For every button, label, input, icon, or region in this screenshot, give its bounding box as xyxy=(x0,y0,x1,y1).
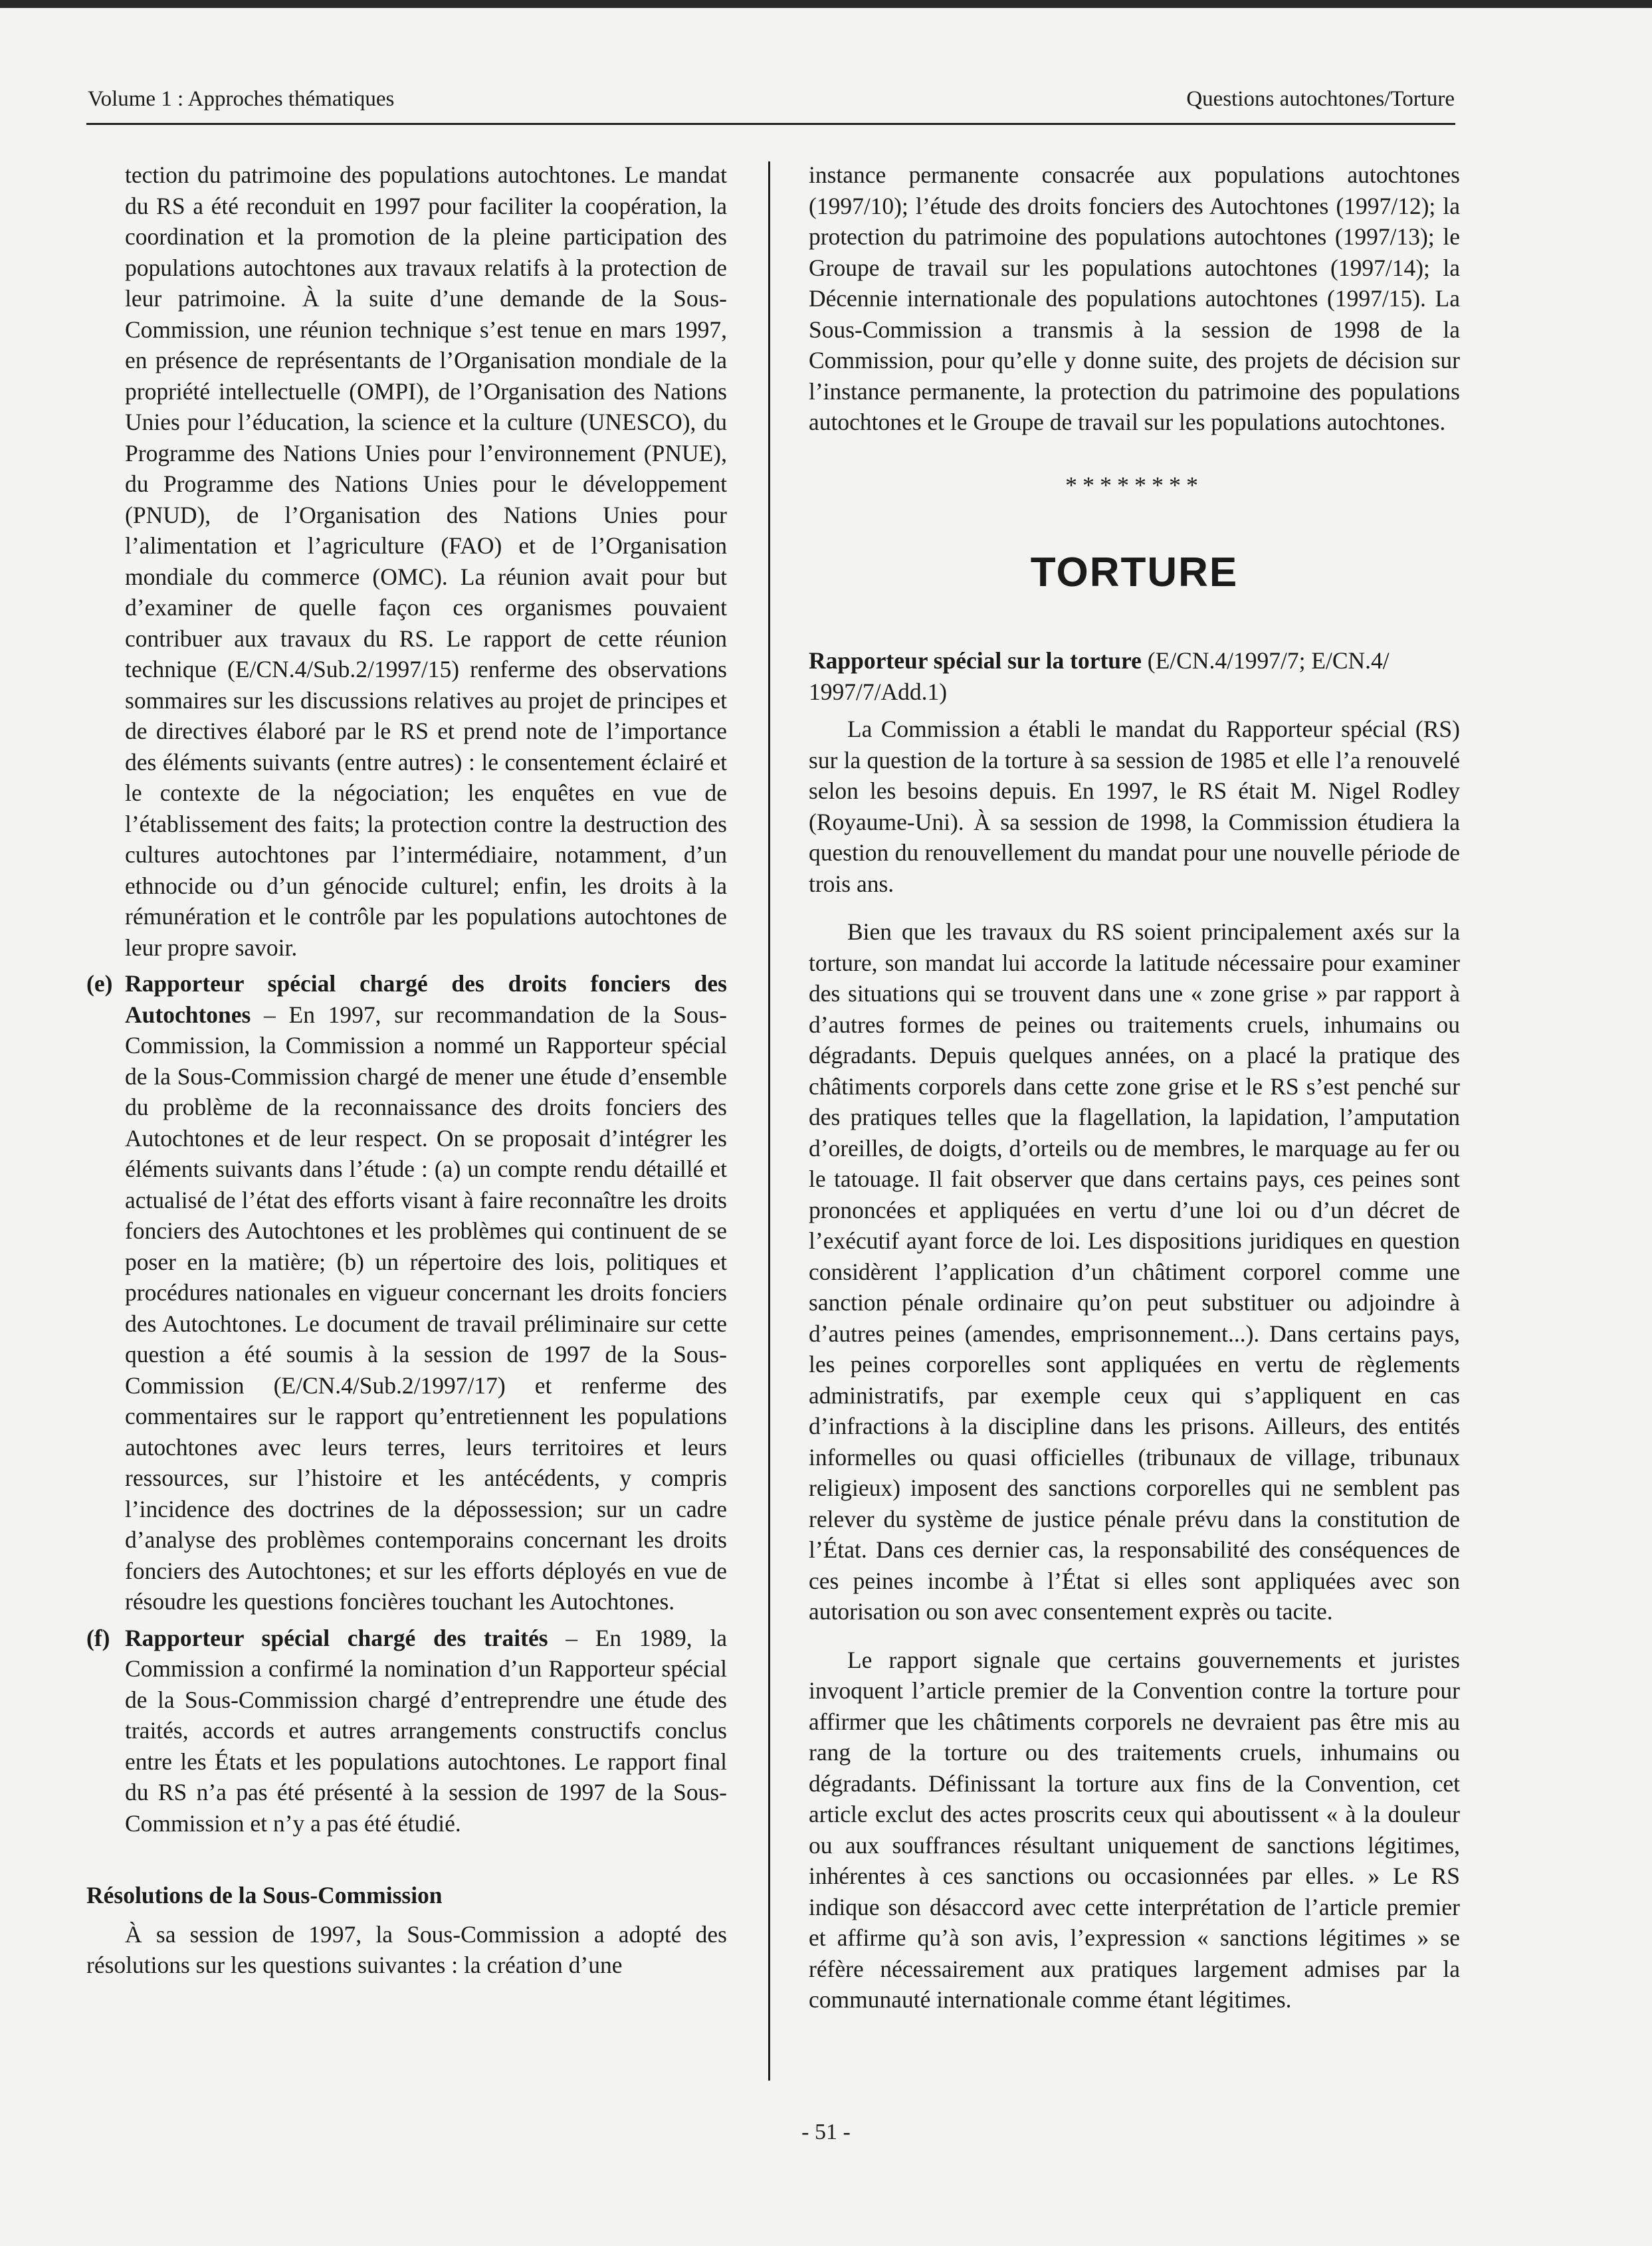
list-item-text: – En 1997, sur recommandation de la Sous-Commission, la Commission a nommé un Rapporteur spécial de la Sous-Commission chargé de mener une étude d’ensemble du problème de la reconnaissance des droits fonciers des Autochtones et de leur respect. On se proposait d’intégrer les éléments suivants dans l’étude : (a) un compte rendu détaillé et actualisé de l’état des efforts visant à faire reconnaître les droits fonciers des Autochtones et les problèmes qui continuent de se poser en la matière; (b) un répertoire des lois, politiques et procédures nationales en vigueur concernant les droits fonciers des Autochtones. Le document de travail préliminaire sur cette question a été soumis à la session de 1997 de la Sous-Commission (E/CN.4/Sub.2/1997/17) et renferme des commentaires sur le rapport qu’entretiennent les populations autochtones avec leurs terres, leurs territoires et leurs ressources, sur l’histoire et les antécédents, y compris l’incidence des doctrines de la dépossession; sur un cadre d’analyse des problèmes contemporains concernant les droits fonciers des Autochtones; et sur les efforts déployés en vue de résoudre les questions foncières touchant les Autochtones. xyxy=(125,1001,727,1615)
section-separator: ******** xyxy=(1065,471,1203,498)
list-item-f xyxy=(86,1623,727,1839)
torture-paragraph-1: La Commission a établi le mandat du Rapporteur spécial (RS) sur la question de la torture à sa session de 1985 et elle l’a renouvelé selon les besoins depuis. En 1997, le RS était M. Nigel Rodley (Royaume-Uni). À sa session de 1998, la Commission étudiera la question du renouvellement du mandat pour une nouvelle période de trois ans. xyxy=(809,716,1460,897)
list-item-letter: (e) xyxy=(86,970,113,997)
list-item-text: – En 1989, la Commission a confirmé la nomination d’un Rapporteur spécial de la Sous-Commission chargé d’entreprendre une étude des traités, accords et autres arrangements constructifs conclus entre les États et les populations autochtones. Le rapport final du RS n’a pas été présenté à la session de 1997 de la Sous-Commission et n’y a pas été étudié. xyxy=(125,1624,727,1837)
rapporteur-references: (E/CN.4/1997/7; E/CN.4/ 1997/7/Add.1) xyxy=(809,647,1390,705)
torture-paragraph-2: Bien que les travaux du RS soient principalement axés sur la torture, son mandat lui accorde la latitude nécessaire pour examiner des situations qui se trouvent dans une « zone grise » par rapport à d’autres formes de peines ou traitements cruels, inhumains ou dégradants. Depuis quelques années, on a placé la pratique des châtiments corporels dans cette zone grise et le RS s’est penché sur des pratiques telles que la flagellation, la lapidation, l’amputation d’oreilles, de doigts, d’orteils ou de membres, le marquage au fer ou le tatouage. Il fait observer que dans certains pays, ces peines sont prononcées et appliquées en vertu d’une loi ou d’un décret de l’exécutif ayant force de loi. Les dispositions juridiques en question considèrent l’application d’un châtiment corporel comme une sanction pénale ordinaire qu’on peut substituer ou adjoindre à d’autres peines (amendes, emprisonnement...). Dans certains pays, les peines corporelles sont appliquées en vertu de règlements administratifs, par exemple ceux qui s’appliquent en cas d’infractions à la discipline dans les prisons. Ailleurs, des entités informelles ou quasi officielles (tribunaux de village, tribunaux religieux) imposent des sanctions corporelles qui ne semblent pas relever du système de justice pénale prévu dans la constitution de l’État. Dans ces dernier cas, la responsabilité des conséquences de ces peines incombe à l’État si elles sont appliquées avec son autorisation ou son avec consentement exprès ou tacite. xyxy=(809,918,1460,1625)
rapporteur-title: Rapporteur spécial sur la torture xyxy=(809,647,1142,674)
header-rule xyxy=(86,123,1455,125)
list-item-e xyxy=(86,968,727,1617)
scan-top-edge xyxy=(0,0,1652,8)
resolutions-paragraph: À sa session de 1997, la Sous-Commission a adopté des résolutions sur les questions suivantes : la création d’une xyxy=(86,1920,727,1978)
running-header-section: Questions autochtones/Torture xyxy=(1186,87,1455,111)
section-title: TORTURE xyxy=(1030,550,1239,595)
page-number: - 51 - xyxy=(801,2120,851,2144)
rapporteur-heading xyxy=(809,645,1460,707)
right-column xyxy=(809,159,1460,2015)
column-divider xyxy=(768,161,770,2081)
intro-paragraph: tection du patrimoine des populations autochtones. Le mandat du RS a été reconduit en 1997 pour faciliter la coopération, la coordination et la promotion de la pleine participation des populations autochtones aux travaux relatifs à la protection de leur patrimoine. À la suite d’une demande de la Sous-Commission, une réunion technique s’est tenue en mars 1997, en présence de représentants de l’Organisation mondiale de la propriété intellectuelle (OMPI), de l’Organisation des Nations Unies pour l’éducation, la science et la culture (UNESCO), du Programme des Nations Unies pour l’environnement (PNUE), du Programme des Nations Unies pour le développement (PNUD), de l’Organisation des Nations Unies pour l’alimentation et l’agriculture (FAO) et de l’Organisation mondiale du commerce (OMC). La réunion avait pour but d’examiner de quelle façon ces organismes pouvaient contribuer aux travaux du RS. Le rapport de cette réunion technique (E/CN.4/Sub.2/1997/15) renferme des observations sommaires sur les discussions relatives au projet de principes et de directives élaboré par le RS et prend note de l’importance des éléments suivants (entre autres) : le consentement éclairé et le contexte de la négociation; les enquêtes en vue de l’établissement des faits; la protection contre la destruction des cultures autochtones par l’intermédiaire, notamment, d’un ethnocide ou d’un génocide culturel; enfin, les droits à la rémunération et le contrôle par les populations autochtones de leur propre savoir. xyxy=(125,161,727,961)
list-item-title: Rapporteur spécial chargé des traités xyxy=(125,1624,548,1651)
running-header-volume: Volume 1 : Approches thématiques xyxy=(88,87,395,111)
left-column xyxy=(86,159,727,1981)
torture-paragraph-3: Le rapport signale que certains gouvernements et juristes invoquent l’article premier de la Convention contre la torture pour affirmer que les châtiments corporels ne devraient pas être mis au rang de la torture ou des traitements cruels, inhumains ou dégradants. Définissant la torture aux fins de la Convention, cet article exclut des actes proscrits ceux qui aboutissent « à la douleur ou aux souffrances résultant uniquement de sanctions légitimes, inhérentes à ces sanctions ou occasionnées par elles. » Le RS indique son désaccord avec cette interprétation de l’article premier et affirme qu’à son avis, l’expression « sanctions légitimes » se réfère nécessairement aux pratiques largement admises par la communauté internationale comme étant légitimes. xyxy=(809,1646,1460,2013)
continuation-paragraph: instance permanente consacrée aux populations autochtones (1997/10); l’étude des droits fonciers des Autochtones (1997/12); la protection du patrimoine des populations autochtones (1997/13); le Groupe de travail sur les populations autochtones (1997/14); la Décennie internationale des populations autochtones (1997/15). La Sous-Commission a transmis à la session de 1998 de la Commission, pour qu’elle y donne suite, des projets de décision sur l’instance permanente, la protection du patrimoine des populations autochtones et le Groupe de travail sur les populations autochtones. xyxy=(809,161,1460,435)
resolutions-heading: Résolutions de la Sous-Commission xyxy=(86,1882,443,1908)
list-item-letter: (f) xyxy=(86,1624,110,1651)
list-item-title: Rapporteur spécial chargé des droits fonciers des Autochtones xyxy=(125,970,727,1028)
